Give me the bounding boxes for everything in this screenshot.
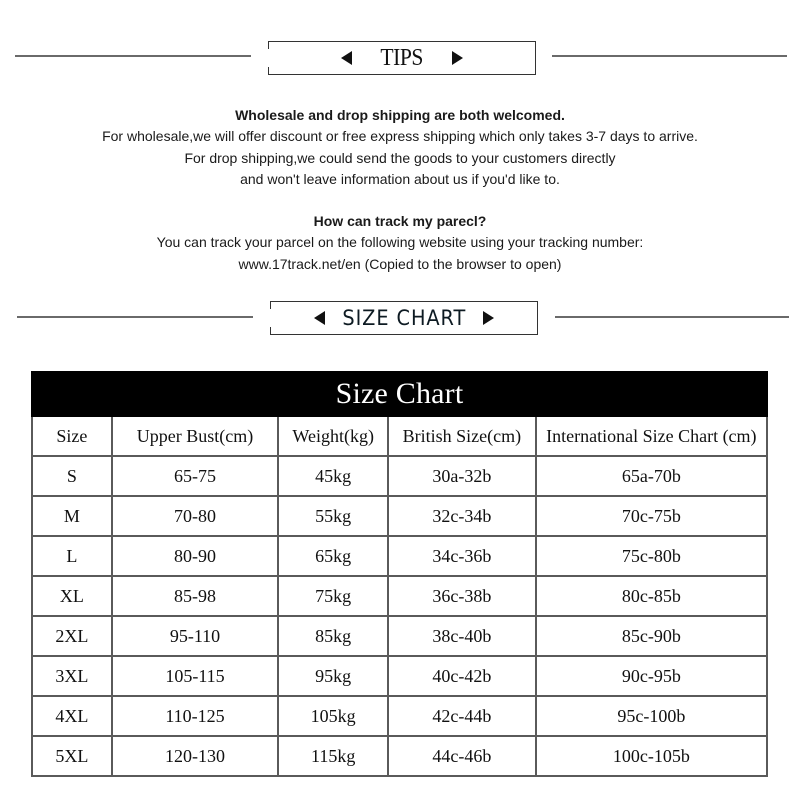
cell-british-size: 34c-36b (388, 536, 536, 576)
cell-upper-bust: 65-75 (112, 456, 278, 496)
cell-size: 2XL (32, 616, 112, 656)
tracking-instructions: You can track your parcel on the following website using your tracking number: (156, 234, 644, 250)
cell-size: S (32, 456, 112, 496)
cell-size: 5XL (32, 736, 112, 776)
cell-size: L (32, 536, 112, 576)
cell-upper-bust: 110-125 (112, 696, 278, 736)
cell-weight: 65kg (278, 536, 388, 576)
cell-british-size: 38c-40b (388, 616, 536, 656)
cell-international-size: 70c-75b (536, 496, 767, 536)
column-header: Size (32, 416, 112, 456)
cell-size: XL (32, 576, 112, 616)
tips-divider-left (15, 55, 251, 57)
triangle-left-icon (314, 311, 325, 325)
tips-divider-right (552, 55, 787, 57)
table-row (32, 736, 767, 776)
cell-international-size: 95c-100b (536, 696, 767, 736)
cell-size: 3XL (32, 656, 112, 696)
cell-british-size: 36c-38b (388, 576, 536, 616)
cell-upper-bust: 95-110 (112, 616, 278, 656)
cell-international-size: 65a-70b (536, 456, 767, 496)
triangle-right-icon (483, 311, 494, 325)
column-header: Weight(kg) (278, 416, 388, 456)
triangle-right-icon (452, 51, 463, 65)
table-row (32, 496, 767, 536)
column-header: International Size Chart (cm) (536, 416, 767, 456)
cell-upper-bust: 80-90 (112, 536, 278, 576)
size-chart-heading: SIZE CHART (342, 306, 466, 330)
cell-size: M (32, 496, 112, 536)
cell-british-size: 42c-44b (388, 696, 536, 736)
cell-size: 4XL (32, 696, 112, 736)
tips-line-dropship: For drop shipping,we could send the goods to your customers directly (184, 150, 616, 166)
size-title-box (270, 301, 538, 335)
triangle-left-icon (341, 51, 352, 65)
size-chart-title: Size Chart (32, 372, 767, 416)
size-divider-right (555, 316, 789, 318)
table-row (32, 616, 767, 656)
table-row (32, 576, 767, 616)
cell-upper-bust: 70-80 (112, 496, 278, 536)
cell-international-size: 80c-85b (536, 576, 767, 616)
cell-weight: 115kg (278, 736, 388, 776)
column-header: Upper Bust(cm) (112, 416, 278, 456)
cell-weight: 55kg (278, 496, 388, 536)
cell-british-size: 40c-42b (388, 656, 536, 696)
cell-international-size: 100c-105b (536, 736, 767, 776)
cell-weight: 45kg (278, 456, 388, 496)
cell-upper-bust: 105-115 (112, 656, 278, 696)
table-row (32, 696, 767, 736)
tips-heading: TIPS (380, 44, 424, 71)
cell-weight: 85kg (278, 616, 388, 656)
cell-british-size: 30a-32b (388, 456, 536, 496)
cell-international-size: 85c-90b (536, 616, 767, 656)
table-row (32, 536, 767, 576)
tracking-heading: How can track my parecl? (313, 213, 487, 229)
size-chart-table (31, 371, 768, 777)
size-divider-left (17, 316, 253, 318)
cell-upper-bust: 85-98 (112, 576, 278, 616)
cell-upper-bust: 120-130 (112, 736, 278, 776)
cell-british-size: 32c-34b (388, 496, 536, 536)
cell-international-size: 90c-95b (536, 656, 767, 696)
column-header: British Size(cm) (388, 416, 536, 456)
cell-weight: 75kg (278, 576, 388, 616)
cell-international-size: 75c-80b (536, 536, 767, 576)
cell-weight: 95kg (278, 656, 388, 696)
cell-british-size: 44c-46b (388, 736, 536, 776)
table-row (32, 456, 767, 496)
tips-line-welcome: Wholesale and drop shipping are both welcomed. (235, 107, 565, 123)
tips-title-box (268, 41, 536, 75)
table-row (32, 656, 767, 696)
cell-weight: 105kg (278, 696, 388, 736)
tips-line-privacy: and won't leave information about us if you'd like to. (240, 171, 560, 187)
tips-line-wholesale: For wholesale,we will offer discount or free express shipping which only takes 3-7 days to arrive. (102, 128, 698, 144)
tracking-url: www.17track.net/en (Copied to the browser to open) (238, 256, 562, 272)
table-header-row (32, 416, 767, 456)
